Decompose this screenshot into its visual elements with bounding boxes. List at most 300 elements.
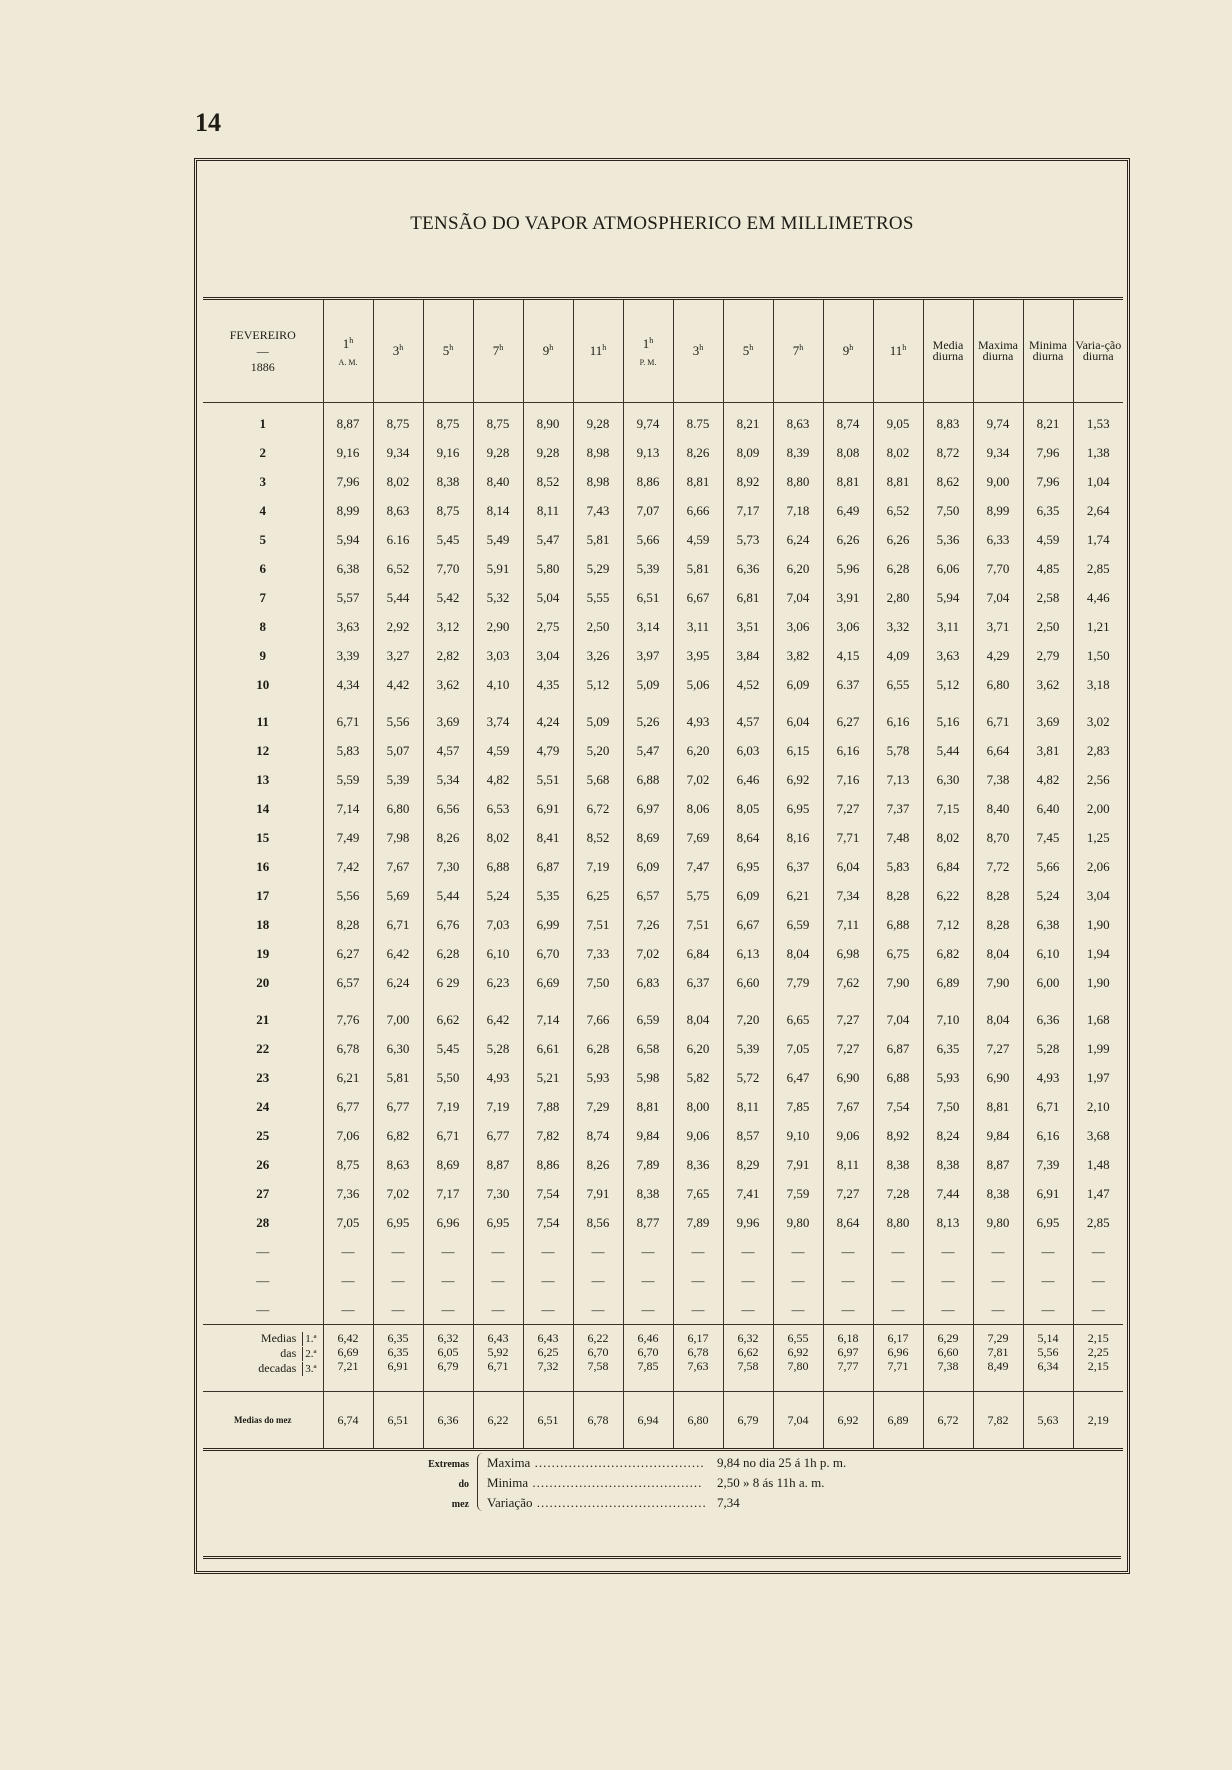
value-cell: 9,10: [773, 1121, 823, 1150]
value-cell: 2,50: [1023, 612, 1073, 641]
value-cell: 8,74: [573, 1121, 623, 1150]
value-cell: 6,67: [723, 910, 773, 939]
dash-cell: —: [423, 1295, 473, 1325]
closing-cell: [323, 1450, 373, 1452]
dash-cell: —: [673, 1237, 723, 1266]
value-cell: 6,30: [923, 765, 973, 794]
value-cell: 3,82: [773, 641, 823, 670]
value-cell: 6,88: [623, 765, 673, 794]
value-cell: 5,28: [1023, 1034, 1073, 1063]
hour-header-9am: 9$^h$: [523, 299, 573, 403]
dash-cell: —: [673, 1266, 723, 1295]
value-cell: 7,65: [673, 1179, 723, 1208]
value-cell: 8,64: [723, 823, 773, 852]
hour-header-7am: 7$^h$: [473, 299, 523, 403]
decade-average-cell: 6,35 6,35 6,91: [373, 1325, 423, 1392]
spacer-cell: [203, 997, 323, 1005]
value-cell: 7,27: [973, 1034, 1023, 1063]
value-cell: 5,24: [1023, 881, 1073, 910]
maxima-diurna-header: Maxima diurna: [973, 299, 1023, 403]
closing-cell: [823, 1450, 873, 1452]
value-cell: 6.37: [823, 670, 873, 699]
table-row: [203, 1063, 1123, 1092]
value-cell: 8,36: [673, 1150, 723, 1179]
spacer-cell: [573, 997, 623, 1005]
dash-cell: —: [473, 1266, 523, 1295]
value-cell: 6,77: [323, 1092, 373, 1121]
extremes-label: Extremas do mez: [428, 1459, 469, 1510]
value-cell: 6,49: [823, 496, 873, 525]
value-cell: 9,80: [973, 1208, 1023, 1237]
value-cell: 7,13: [873, 765, 923, 794]
value-cell: 8,75: [373, 403, 423, 439]
value-cell: 5,28: [473, 1034, 523, 1063]
value-cell: 5,66: [1023, 852, 1073, 881]
value-cell: 8.75: [673, 403, 723, 439]
value-cell: 7,44: [923, 1179, 973, 1208]
value-cell: 8,40: [473, 467, 523, 496]
day-number: 23: [256, 1069, 270, 1085]
value-cell: 8,80: [873, 1208, 923, 1237]
value-cell: 7,98: [373, 823, 423, 852]
value-cell: 6,27: [823, 707, 873, 736]
day-number: 21: [256, 1011, 270, 1027]
value-cell: 8,26: [423, 823, 473, 852]
table-row: [203, 1208, 1123, 1237]
dash-cell: —: [823, 1237, 873, 1266]
dash-cell: —: [573, 1266, 623, 1295]
value-cell: 5,56: [323, 881, 373, 910]
value-cell: 8,52: [523, 467, 573, 496]
value-cell: 8,26: [673, 438, 723, 467]
value-cell: 8,98: [573, 438, 623, 467]
value-cell: 6,82: [373, 1121, 423, 1150]
value-cell: 3,26: [573, 641, 623, 670]
table-row: [203, 467, 1123, 496]
value-cell: 7,29: [573, 1092, 623, 1121]
dash-cell: —: [373, 1295, 423, 1325]
value-cell: 8,38: [873, 1150, 923, 1179]
value-cell: 5,81: [373, 1063, 423, 1092]
value-cell: 8,04: [973, 1005, 1023, 1034]
value-cell: 6,95: [723, 852, 773, 881]
dash-cell: —: [723, 1295, 773, 1325]
media-diurna-header: Media diurna: [923, 299, 973, 403]
value-cell: 8,99: [323, 496, 373, 525]
value-cell: 6,09: [723, 881, 773, 910]
value-cell: 7,03: [473, 910, 523, 939]
table-row: [203, 1092, 1123, 1121]
value-cell: 5,12: [573, 670, 623, 699]
table-body: [203, 403, 1123, 1452]
month-average-cell: 6,74: [323, 1392, 373, 1450]
value-cell: 5,39: [623, 554, 673, 583]
day-number: 27: [256, 1185, 270, 1201]
value-cell: 7,04: [773, 583, 823, 612]
value-cell: 8,14: [473, 496, 523, 525]
value-cell: 7,42: [323, 852, 373, 881]
value-cell: 2,64: [1073, 496, 1123, 525]
value-cell: 7,07: [623, 496, 673, 525]
value-cell: 7,02: [373, 1179, 423, 1208]
value-cell: 6,71: [373, 910, 423, 939]
value-cell: 8,72: [923, 438, 973, 467]
dash-cell: —: [623, 1295, 673, 1325]
hour-header-1am: 1$^h$ A. M.: [323, 299, 373, 403]
dash-cell: —: [1023, 1237, 1073, 1266]
value-cell: 5,45: [423, 525, 473, 554]
value-cell: 6,46: [723, 765, 773, 794]
value-cell: 6,90: [973, 1063, 1023, 1092]
value-cell: 5,42: [423, 583, 473, 612]
month-average-cell: 2,19: [1073, 1392, 1123, 1450]
table-row: [203, 1121, 1123, 1150]
value-cell: 9,00: [973, 467, 1023, 496]
hour-header-9pm: 9$^h$: [823, 299, 873, 403]
value-cell: 3,74: [473, 707, 523, 736]
extremes-brace: [477, 1453, 484, 1511]
extreme-minima: Minima ..... 2,50 » 8 ás 11h a. m.: [487, 1473, 1047, 1493]
value-cell: 4,52: [723, 670, 773, 699]
value-cell: 9,34: [973, 438, 1023, 467]
value-cell: 1,21: [1073, 612, 1123, 641]
value-cell: 8,75: [323, 1150, 373, 1179]
dash-cell: —: [773, 1237, 823, 1266]
value-cell: 6,76: [423, 910, 473, 939]
value-cell: 7,88: [523, 1092, 573, 1121]
table-row: [203, 910, 1123, 939]
value-cell: 7,38: [973, 765, 1023, 794]
value-cell: 7,30: [423, 852, 473, 881]
value-cell: 7,45: [1023, 823, 1073, 852]
value-cell: 6,77: [473, 1121, 523, 1150]
value-cell: 3,39: [323, 641, 373, 670]
decade-spacer: [203, 997, 1123, 1005]
value-cell: 7,06: [323, 1121, 373, 1150]
value-cell: 5,94: [323, 525, 373, 554]
closing-cell: [523, 1450, 573, 1452]
spacer-cell: [673, 997, 723, 1005]
value-cell: 4,79: [523, 736, 573, 765]
value-cell: 6,56: [423, 794, 473, 823]
table-row: [203, 583, 1123, 612]
value-cell: 4,29: [973, 641, 1023, 670]
dash-cell: —: [823, 1295, 873, 1325]
value-cell: 8,02: [473, 823, 523, 852]
value-cell: 7,20: [723, 1005, 773, 1034]
value-cell: 2,50: [573, 612, 623, 641]
value-cell: 8,11: [523, 496, 573, 525]
value-cell: 6,06: [923, 554, 973, 583]
value-cell: 8,09: [723, 438, 773, 467]
value-cell: 3,12: [423, 612, 473, 641]
spacer-cell: [523, 699, 573, 707]
value-cell: 6,26: [823, 525, 873, 554]
value-cell: 8,87: [473, 1150, 523, 1179]
value-cell: 8,81: [823, 467, 873, 496]
value-cell: 4,35: [523, 670, 573, 699]
year-label: 1886: [250, 360, 275, 374]
vapor-tension-table: [203, 297, 1123, 1451]
day-number: 2: [259, 444, 266, 460]
day-number: 1: [259, 415, 266, 431]
value-cell: 7,50: [573, 968, 623, 997]
value-cell: 8,52: [573, 823, 623, 852]
value-cell: 7,39: [1023, 1150, 1073, 1179]
closing-cell: [423, 1450, 473, 1452]
value-cell: 6,67: [673, 583, 723, 612]
value-cell: 6,37: [673, 968, 723, 997]
value-cell: 9,13: [623, 438, 673, 467]
table-row: [203, 1150, 1123, 1179]
value-cell: 8,02: [923, 823, 973, 852]
value-cell: 6,20: [773, 554, 823, 583]
value-cell: 7,27: [823, 1005, 873, 1034]
day-number: 25: [256, 1127, 270, 1143]
month-average-cell: 5,63: [1023, 1392, 1073, 1450]
value-cell: 5,09: [623, 670, 673, 699]
value-cell: 9,16: [423, 438, 473, 467]
value-cell: 5,56: [373, 707, 423, 736]
table-row: [203, 1179, 1123, 1208]
dash-cell: —: [973, 1295, 1023, 1325]
value-cell: 1,25: [1073, 823, 1123, 852]
closing-cell: [1023, 1450, 1073, 1452]
value-cell: 7,49: [323, 823, 373, 852]
value-cell: 7,05: [773, 1034, 823, 1063]
spacer-cell: [323, 699, 373, 707]
value-cell: 5,35: [523, 881, 573, 910]
month-average-cell: 6,79: [723, 1392, 773, 1450]
hour-header-1pm: 1$^h$ P. M.: [623, 299, 673, 403]
value-cell: 7,37: [873, 794, 923, 823]
value-cell: 7,62: [823, 968, 873, 997]
value-cell: 7,51: [573, 910, 623, 939]
value-cell: 3,81: [1023, 736, 1073, 765]
value-cell: 8,81: [673, 467, 723, 496]
value-cell: 6,24: [773, 525, 823, 554]
value-cell: 6,87: [873, 1034, 923, 1063]
value-cell: 5,75: [673, 881, 723, 910]
dash-cell: —: [523, 1266, 573, 1295]
spacer-cell: [873, 997, 923, 1005]
value-cell: 6,69: [523, 968, 573, 997]
value-cell: 6,80: [373, 794, 423, 823]
value-cell: 6,71: [973, 707, 1023, 736]
value-cell: 2,85: [1073, 554, 1123, 583]
value-cell: 8,40: [973, 794, 1023, 823]
value-cell: 4,82: [1023, 765, 1073, 794]
value-cell: 8,38: [623, 1179, 673, 1208]
value-cell: 3,14: [623, 612, 673, 641]
value-cell: 6,09: [623, 852, 673, 881]
pm-label: P. M.: [639, 357, 657, 367]
value-cell: 2,56: [1073, 765, 1123, 794]
value-cell: 7,00: [373, 1005, 423, 1034]
value-cell: 5,94: [923, 583, 973, 612]
value-cell: 8,99: [973, 496, 1023, 525]
closing-cell: [473, 1450, 523, 1452]
value-cell: 7,50: [923, 496, 973, 525]
value-cell: 6,27: [323, 939, 373, 968]
value-cell: 6,64: [973, 736, 1023, 765]
spacer-cell: [423, 997, 473, 1005]
value-cell: 2,00: [1073, 794, 1123, 823]
decade-average-cell: 5,14 5,56 6,34: [1023, 1325, 1073, 1392]
value-cell: 8,00: [673, 1092, 723, 1121]
month-average-cell: 7,82: [973, 1392, 1023, 1450]
spacer-cell: [923, 997, 973, 1005]
extreme-variacao: Variação ..... 7,34: [487, 1493, 1047, 1513]
value-cell: 4,59: [673, 525, 723, 554]
value-cell: 3,27: [373, 641, 423, 670]
decade-average-cell: 6,17 6,78 7,63: [673, 1325, 723, 1392]
value-cell: 1,94: [1073, 939, 1123, 968]
value-cell: 5,29: [573, 554, 623, 583]
spacer-cell: [973, 699, 1023, 707]
value-cell: 6,95: [1023, 1208, 1073, 1237]
value-cell: 6,80: [973, 670, 1023, 699]
value-cell: 4,57: [423, 736, 473, 765]
dash-cell: —: [923, 1237, 973, 1266]
value-cell: 6,24: [373, 968, 423, 997]
value-cell: 6,88: [873, 1063, 923, 1092]
day-number: 17: [256, 887, 270, 903]
value-cell: 7,54: [873, 1092, 923, 1121]
value-cell: 7,04: [973, 583, 1023, 612]
dash-cell: —: [523, 1295, 573, 1325]
table-row: [203, 612, 1123, 641]
decade-spacer: [203, 699, 1123, 707]
value-cell: 6,15: [773, 736, 823, 765]
value-cell: 8,87: [323, 403, 373, 439]
value-cell: 6,52: [873, 496, 923, 525]
page-number: 14: [195, 108, 221, 137]
day-number: 22: [256, 1040, 270, 1056]
day-number: 7: [259, 589, 266, 605]
value-cell: 8,81: [973, 1092, 1023, 1121]
value-cell: 5,57: [323, 583, 373, 612]
value-cell: 6,36: [723, 554, 773, 583]
empty-day-row: [203, 1266, 1123, 1295]
decade-average-cell: 6,22 6,70 7,58: [573, 1325, 623, 1392]
spacer-cell: [773, 997, 823, 1005]
value-cell: 8,63: [373, 1150, 423, 1179]
decade-averages-label: Medias 1.ª das 2.ª decadas 3.ª: [203, 1325, 323, 1392]
day-number: 11: [256, 713, 269, 729]
value-cell: 2,79: [1023, 641, 1073, 670]
value-cell: 7,51: [673, 910, 723, 939]
value-cell: 6.16: [373, 525, 423, 554]
closing-cell: [623, 1450, 673, 1452]
value-cell: 6,60: [723, 968, 773, 997]
value-cell: 3,11: [923, 612, 973, 641]
value-cell: 6,37: [773, 852, 823, 881]
dash-cell: —: [673, 1295, 723, 1325]
value-cell: 6,83: [623, 968, 673, 997]
value-cell: 3,95: [673, 641, 723, 670]
value-cell: 7,66: [573, 1005, 623, 1034]
day-number: 5: [259, 531, 266, 547]
value-cell: 6,65: [773, 1005, 823, 1034]
value-cell: 7,54: [523, 1179, 573, 1208]
dash-cell: —: [1073, 1266, 1123, 1295]
dash-cell: —: [523, 1237, 573, 1266]
dash-cell: —: [823, 1266, 873, 1295]
value-cell: 3,62: [1023, 670, 1073, 699]
value-cell: 5,55: [573, 583, 623, 612]
value-cell: 5,83: [873, 852, 923, 881]
spacer-cell: [473, 997, 523, 1005]
day-number: 26: [256, 1156, 270, 1172]
value-cell: 6,23: [473, 968, 523, 997]
value-cell: 6,97: [623, 794, 673, 823]
value-cell: 7,76: [323, 1005, 373, 1034]
value-cell: 1,04: [1073, 467, 1123, 496]
value-cell: 3,71: [973, 612, 1023, 641]
value-cell: 8,41: [523, 823, 573, 852]
value-cell: 5,09: [573, 707, 623, 736]
value-cell: 3,69: [423, 707, 473, 736]
value-cell: 8,69: [423, 1150, 473, 1179]
value-cell: 9,84: [623, 1121, 673, 1150]
decade-average-cell: 7,29 7,81 8,49: [973, 1325, 1023, 1392]
value-cell: 5,26: [623, 707, 673, 736]
value-cell: 7,48: [873, 823, 923, 852]
value-cell: 8,74: [823, 403, 873, 439]
value-cell: 4,10: [473, 670, 523, 699]
value-cell: 7,33: [573, 939, 623, 968]
table-row: [203, 496, 1123, 525]
value-cell: 1,50: [1073, 641, 1123, 670]
value-cell: 8,75: [423, 496, 473, 525]
dash-cell: —: [256, 1272, 270, 1288]
value-cell: 8,06: [673, 794, 723, 823]
value-cell: 6,92: [773, 765, 823, 794]
value-cell: 7,91: [573, 1179, 623, 1208]
month-average-cell: 6,72: [923, 1392, 973, 1450]
value-cell: 8,86: [523, 1150, 573, 1179]
table-row: [203, 707, 1123, 736]
value-cell: 7,11: [823, 910, 873, 939]
day-number: 16: [256, 858, 270, 874]
value-cell: 5,12: [923, 670, 973, 699]
am-label: A. M.: [338, 357, 358, 367]
value-cell: 6,72: [573, 794, 623, 823]
value-cell: 7,96: [1023, 467, 1073, 496]
hour-header-5pm: 5$^h$: [723, 299, 773, 403]
spacer-cell: [723, 699, 773, 707]
dash-cell: —: [423, 1266, 473, 1295]
value-cell: 6,10: [1023, 939, 1073, 968]
table-row: [203, 794, 1123, 823]
month-average-cell: 6,22: [473, 1392, 523, 1450]
value-cell: 5,59: [323, 765, 373, 794]
value-cell: 7,71: [823, 823, 873, 852]
day-number: 4: [259, 502, 266, 518]
value-cell: 8,02: [873, 438, 923, 467]
dash-cell: —: [723, 1237, 773, 1266]
value-cell: 7,96: [323, 467, 373, 496]
closing-cell: [373, 1450, 423, 1452]
spacer-cell: [423, 699, 473, 707]
value-cell: 5,45: [423, 1034, 473, 1063]
dash-cell: —: [873, 1237, 923, 1266]
value-cell: 7,18: [773, 496, 823, 525]
value-cell: 4,42: [373, 670, 423, 699]
value-cell: 6,87: [523, 852, 573, 881]
value-cell: 2,58: [1023, 583, 1073, 612]
